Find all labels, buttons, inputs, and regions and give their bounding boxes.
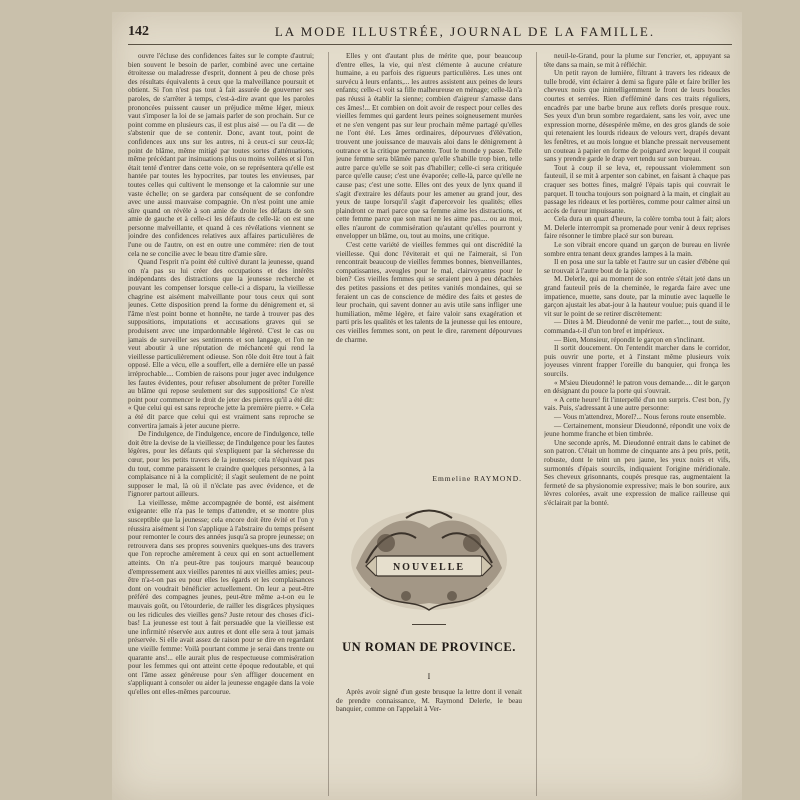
paragraph: Après avoir signé d'un geste brusque la lettre dont il venait de prendre connaissance, M. Raymond Delerle, le beau banquier, comme on l'appelait à Ver- (336, 688, 522, 714)
chapter-number: I (427, 672, 431, 681)
journal-title: LA MODE ILLUSTRÉE, JOURNAL DE LA FAMILLE. (274, 24, 656, 39)
paragraph: Il sortit doucement. On l'entendit marcher dans le corridor, puis ouvrir une porte, et à l'instant même plusieurs voix joyeuses vinrent frapper l'oreille du banquier, qui fronça les sourcils. (544, 344, 730, 378)
paragraph: — Certainement, monsieur Dieudonné, répondit une voix de jeune homme franche et bien timbrée. (544, 421, 730, 439)
story-column-3 (544, 52, 730, 796)
paragraph: Il en posa une sur la table et l'autre sur un casier d'ébène qui se trouvait à l'autre bout de la pièce. (544, 258, 730, 275)
paragraph: De l'indulgence, de l'indulgence, encore de l'indulgence, telle doit être la devise de la vieillesse; de l'indulgence pour les fautes légères, pour les défauts qui s'expliquent par la sécheresse du cœur, pour les petits travers de la jeunesse; cela n'équivaut pas du tout, comme paraissent le craindre quelques personnes, à la complaisance ni à la complicité; il s'agit seulement de ne point supposer le mal, là où il n'éclate pas avec évidence, et de l'ignorer partout ailleurs. (128, 430, 314, 499)
column-divider (536, 52, 537, 796)
page-number: 142 (128, 24, 149, 39)
paragraph: ouvre l'écluse des confidences faites sur le compte d'autrui; bien souvent le besoin de parler, combiné avec une certaine étroitesse ou maladresse d'esprit, donnent à peu de chose près des résultats équivalents à ceux que la malveillance poursuit et obtient. Si l'on n'est pas tout à fait assurée de gouverner ses paroles, de s'arrêter à temps, c'est-à-dire avant que les paroles prononcées puissent causer un préjudice même léger, mieux vaut s'imposer la loi de se jamais parler de son prochain. Sur ce point comme en plusieurs cas, il est plus aisé — ou l'a dit — de s'abstenir que de se contenir. Donc, avant tout, point de confidences aux uns sur les autres, ni à ceux-ci sur ceux-là; point de blâme, même mitigé par toutes sortes d'atténuations, même précédant par insinuations plus ou moins voilées et si l'on était tenté d'entrer dans cette voie, on se représentera qu'elle est hantée par toutes les hypocrites, par toutes les envieuses, par toutes celles qui cultivent le mensonge et la calomnie sur une vaste échelle; on se gardera par conséquent de se confondre avec une aussi mauvaise compagnie. On n'est point une amie sûre quand on révèle à son amie de droite les défauts de son amie de gauche et à celle-ci les défauts de celle-là: on est une personne malveillante, et quand à ces révélations viennent se joindre des confidences relatives aux affaires particulières de l'une ou de l'autre, on est en outre une commère: rien de tout cela ne se concilie avec le beau titre d'amie sûre. (128, 52, 314, 258)
article-column-2 (336, 52, 522, 470)
paragraph: — Dites à M. Dieudonné de venir me parler..., tout de suite, commanda-t-il d'un ton bref et impérieux. (544, 318, 730, 335)
paragraph: — Bien, Monsieur, répondit le garçon en s'inclinant. (554, 335, 705, 344)
paragraph: « A cette heure! fit l'interpellé d'un ton surpris. C'est bon, j'y vais. Puis, s'adressant à une autre personne: (544, 395, 730, 413)
paragraph: neuil-le-Grand, pour la plume sur l'encrier, et, appuyant sa tête dans sa main, se mit à réfléchir. (544, 52, 730, 69)
vignette-label: NOUVELLE (392, 562, 466, 573)
paragraph: Le son vibrait encore quand un garçon de bureau en livrée sombre entra tenant deux grandes lampes à la main. (544, 241, 730, 258)
ornamental-banner-illustration (346, 498, 512, 616)
paragraph: M. Delerle, qui au moment de son entrée s'était jeté dans un grand fauteuil près de la cheminée, le regarda faire avec une impatience, muette, sans doute, par la minutie avec laquelle le garçon ajustait les abat-jour à la hauteur voulue; puis quand il le vit sur le point de se retirer discrètement: (544, 275, 730, 318)
paragraph: « M'sieu Dieudonné! le patron vous demande.... dit le garçon en désignant du pouce la porte qui s'ouvrait. (544, 378, 730, 396)
paragraph: Un petit rayon de lumière, filtrant à travers les rideaux de tulle brodé, vint éclairer à demi sa figure pâle et faire briller les cheveux noirs que inintelligemment le front de leurs boucles courtes et serrées. Rien d'efféminé dans ces traits réguliers, encadrés par une barbe brune aux reflets dorés presque roux. Ses yeux d'un brun sombre regardaient, sans les voir, avec une expression morne, désespérée même, en des gros glands de soie qui retenaient les lourds rideaux de velours vert, drapés devant les fenêtres, et au mois longue et blanche pressait nerveusement un couteau à papier en forme de poignard avec lequel il coupait sans y prendre garde le drap vert tendu sur son bureau. (544, 69, 730, 164)
paragraph: La vieillesse, même accompagnée de bonté, est aisément exigeante: elle n'a pas le temps d'attendre, et se montre plus susceptible que la jeunesse; cela encore doit être évité et l'on y réussira aisément si l'on s'applique à l'abstraire du temps présent pour remonter le cours des années jusqu'à sa propre jeunesse; on retrouvera dans ses propres souvenirs quelques-uns des travers que l'on reproche amèrement à ceux qui en sont actuellement atteints. On n'a peut-être pas toujours marqué beaucoup d'empressement aux vieilles parentes ni aux vieilles amies; peut-être n'a-t-on pas eu pour elles les égards et les complaisances dont on voudrait bénéficier actuellement. On leur a peut-être préféré des compagnes jeunes, peut-être même a-t-on eu le mauvais goût, ou l'étourderie, de railler les disgrâces physiques ou les ridicules des vieilles gens? Juste retour des choses d'ici-bas! La jeunesse est tout à fait persuadée que la vieillesse est une infirmité réservée aux autres et dont elle sera à tout jamais préservée. Si elle avait assez de raison pour se dire en regardant une vieille femme: Voilà pourtant comme je serai dans trente ou quarante ans!... elle aurait plus de respectueuse commisération pour les femmes qui ont atteint cette époque redoutable, et qui ont l'âme assez généreuse pour s'en affliger doucement en s'appliquant à consoler ou aider la jeunesse engagée dans la voie qu'elles ont elles-mêmes parcourue. (128, 498, 314, 696)
story-title: UN ROMAN DE PROVINCE. (342, 640, 516, 654)
author-signature: Emmeline RAYMOND. (432, 474, 522, 483)
paragraph: Quand l'esprit n'a point été cultivé durant la jeunesse, quand on n'a pas su lui créer des occupations et des intérêts indépendants des distractions que la jeunesse recherche et pouvant les compenser lorsque celle-ci a disparu, la vieillesse chagrine est aisément malveillante pour tous ceux qui sont jeunes. Cette disposition prend la forme du dénigrement et, si l'âme n'est point bonne et honnête, ne tarde à trouver pas des suppositions, imputations et accusations graves qui se produisent avec une impardonnable légèreté. C'est le cas ou jamais de surveiller ses sentiments et son langage, et l'on ne veut aboutir à une réputation de méchanceté qui rend la vieillesse particulièrement odieuse. Son rôle doit être tout à fait opposé. Elle a vécu, elle a souffert, elle a dernière elle un passé irréprochable.... Combien de raisons pour juger avec indulgence les fautes évidentes, pour refuser absolument de prêter l'oreille au blâme qui repose seulement sur des suppositions! Ce n'est point pour commencer le droit de jeter des pierres qu'il a été dit: « Que celui qui est sans reproche jette la première pierre. » Cela a été dit parce que celui qui est vraiment sans reproche se convertira jamais à jeter aucune pierre. (128, 258, 314, 430)
paragraph: Elles y ont d'autant plus de mérite que, pour beaucoup d'entre elles, la vie, qui n'est clémente à aucune créature humaine, a eu parfois des rigueurs particulières. Les unes ont survécu à leurs enfants,... les autres assistent aux peines de leurs enfants; celle-ci voit sa fille malheureuse en ménage; celle-là n'a pas réussi à établir la sienne; combien d'aigreur s'amasse dans ces âmes!... Et combien on doit avoir de respect pour celles des vieilles femmes qui gardent leurs peines soigneusement murées et ne s'en vengent pas sur leur prochain même partagé qu'elles ne l'ont été. Les âmes ordinaires, dépourvues d'élévation, trouvent une jouissance de mauvais aloi dans le dénigrement à outrance et la critique permanente. Tout le monde y passe. Telle jeune femme sera blâmée parce qu'elle s'habille trop bien, telle autre parce qu'elle se soit pas d'habiller; celle-ci sera critiquée parce qu'elle cause; c'est une évaporée; celle-là, parce qu'elle ne cause pas; c'est une sotte. Elles ont des yeux de lynx quand il s'agit d'extraire les défauts pour les amener au grand jour, des yeux de taupe lorsqu'il s'agit d'apercevoir les qualités; elles plaindront ce mari parce que sa femme aime les distractions, et cette femme parce que son mari ne les aime pas.... ou au moi, elles n'auront de commisération qu'autant qu'elles pourront y envelopper un blâme, ou, tout au moins, une critique. (336, 52, 522, 241)
title-divider (412, 624, 446, 625)
nouvelle-vignette (346, 498, 512, 616)
paragraph: Tout à coup il se leva, et, repoussant violemment son fauteuil, il se mit à arpenter son cabinet, en faisant à chaque pas craquer ses bottes fines, malgré l'épais tapis qui couvrait le parquet. Il toucha toujours son poignard à la main, et cinglait au passage les rideaux et les portières, comme pour calmer ainsi un accès de fureur impuissante. (544, 163, 730, 215)
paragraph: Une seconde après, M. Dieudonné entrait dans le cabinet de son patron. C'était un homme de cinquante ans à peu près, petit, robuste, dont le teint un peu jaune, les yeux noirs et vifs, surmontés d'épais sourcils, indiquaient l'origine méridionale. Ses cheveux grisonnants, coupés presque ras, augmentaient la fermeté de sa physionomie expressive; mais le bon sourire, aux lèvres colorées, avait une expression de malice railleuse qui s'éclairait par la bonté. (544, 438, 730, 507)
story-opening (336, 688, 522, 796)
paragraph: Cela dura un quart d'heure, la colère tomba tout à fait; alors M. Delerle interrompit sa promenade pour venir à deux reprises faire résonner le timbre placé sur son bureau. (544, 215, 730, 241)
newspaper-page (112, 12, 742, 800)
article-column-1 (128, 52, 314, 796)
paragraph: C'est cette variété de vieilles femmes qui ont discrédité la vieillesse. Qui donc l'éviterait et qui ne l'aimerait, si l'on rencontrait beaucoup de vieilles femmes bonnes, bienveillantes, compatissantes, aveugles pour le mal, clairvoyantes pour le bien? Ces vieilles femmes qui se seraient peu à peu détachées des petites passions et des petites vanités mondaines, qui se feraient un cas de conscience de médire des faits et gestes de leur prochain, qui savent donner au avis utile sans infliger une humiliation, même légère, et faire valoir sans exagération et parti pris les qualités et les talents de la jeunesse qui les entoure, ces vieilles femmes sont, on peut le dire, rarement dépourvues de charme. (336, 241, 522, 344)
paragraph: — Vous m'attendrez, Morel?... Nous ferons route ensemble. (554, 412, 726, 421)
column-divider (328, 52, 329, 796)
page-header (128, 18, 732, 45)
